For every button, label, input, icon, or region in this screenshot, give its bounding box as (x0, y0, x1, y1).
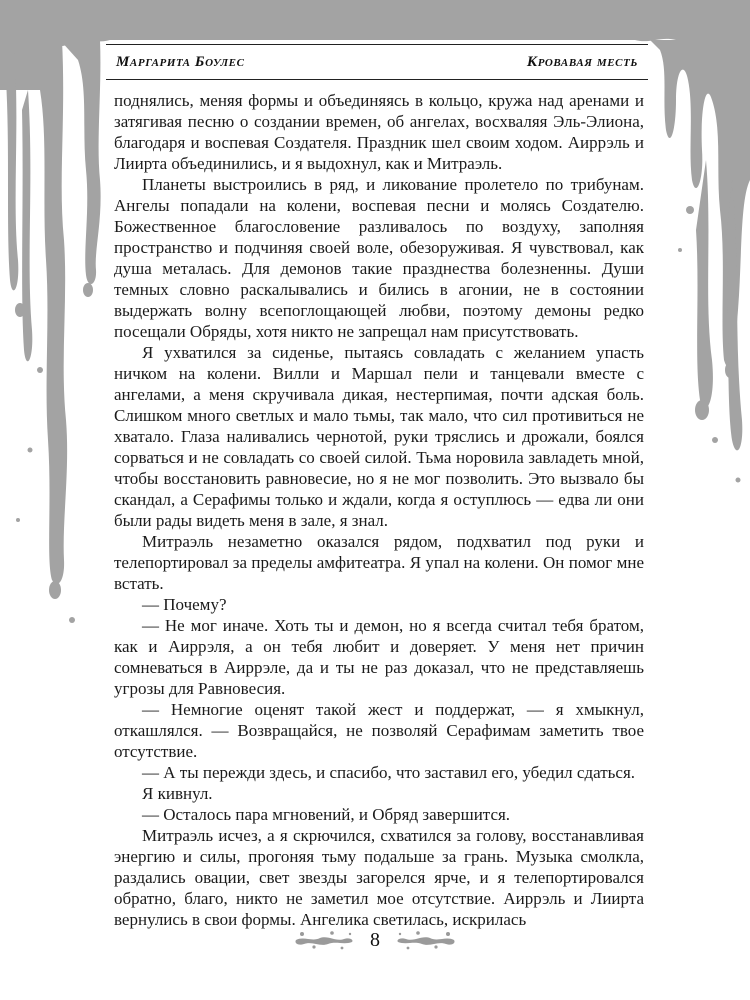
dialogue-line: — Почему? (142, 595, 227, 614)
dialogue-line: — Не мог иначе. Хоть ты и демон, но я всегда считал тебя братом, как и Аиррэля, а он тебя любит и доверяет. У меня нет причин сомневаться в Аиррэле, да и ты не раз доказал, что не представляешь угрозы для Равновесия. (114, 616, 644, 698)
paragraph: Я кивнул. (142, 784, 213, 803)
dialogue-line: — А ты пережди здесь, и спасибо, что заставил его, убедил сдаться. (142, 763, 636, 782)
paragraph: Я ухватился за сиденье, пытаясь совладать с желанием упасть ничком на колени. Вилли и Маршал пели и танцевали вместе с ангелами, а меня скручивала дикая, нестерпимая, почти адская боль. Слишком много светлых и мало тьмы, так мало, что сил противиться не хватало. Глаза наливались чернотой, руки тряслись и дрожали, боялся сорваться и не совладать со своей силой. Тьма норовила завладеть мной, чтобы восстановить равновесие, но я не мог позволить. Это вызвало бы скандал, а Серафимы только и ждали, когда я оступлюсь — едва ли они были рады видеть меня в зале, я знал. (114, 343, 644, 530)
dialogue-line: — Немногие оценят такой жест и поддержат, — я хмыкнул, откашлялся. — Возвращайся, не позволяй Серафимам заметить твое отсутствие. (114, 700, 644, 761)
page-body (114, 90, 644, 930)
paragraph: Митраэль незаметно оказался рядом, подхватил под руки и телепортировал за пределы амфитеатра. Я упал на колени. Он помог мне встать. (114, 532, 644, 593)
paragraph: Митраэль исчез, а я скрючился, схватился за голову, восстанавливая энергию и силы, прогоняя тьму подальше за грань. Музыка смолкла, раздались овации, свет звезды загорелся ярче, и я телепортировался обратно, благо, никто не заметил мое отсутствие. Аиррэль и Лиирта вернулись в свои формы. Ангелика светилась, искрилась (114, 826, 644, 929)
page-footer (0, 925, 750, 955)
page-number: 8 (370, 928, 380, 951)
left-splatter-ornament (292, 928, 356, 952)
dialogue-line: — Осталось пара мгновений, и Обряд завершится. (142, 805, 511, 824)
header-author: Маргарита Боулес (116, 53, 245, 70)
header-title: Кровавая месть (526, 53, 638, 70)
paragraph: поднялись, меняя формы и объединяясь в кольцо, кружа над аренами и затягивая песню о создании времен, об ангелах, восхваляя Эль-Элиона, благодаря и воспевая Создателя. Праздник шел своим ходом. Аиррэль и Лиирта объединились, и я выдохнул, как и Митраэль. (114, 91, 644, 173)
running-header (106, 44, 648, 80)
paragraph: Планеты выстроились в ряд, и ликование пролетело по трибунам. Ангелы попадали на колени, воспевая песни и молясь Создателю. Божественное благословение разливалось по воздуху, заполняя пространство и подчиняя своей воле, обезоруживая. Я чувствовал, как душа металась. Для демонов такие празднества болезненны. Души темных словно раскалывались и бились в агонии, не в состоянии выдержать волну всепоглощающей любви, поэтому демоны редко посещали Обряды, хотя никто не запрещал нам присутствовать. (114, 175, 644, 341)
right-splatter-ornament (394, 928, 458, 952)
